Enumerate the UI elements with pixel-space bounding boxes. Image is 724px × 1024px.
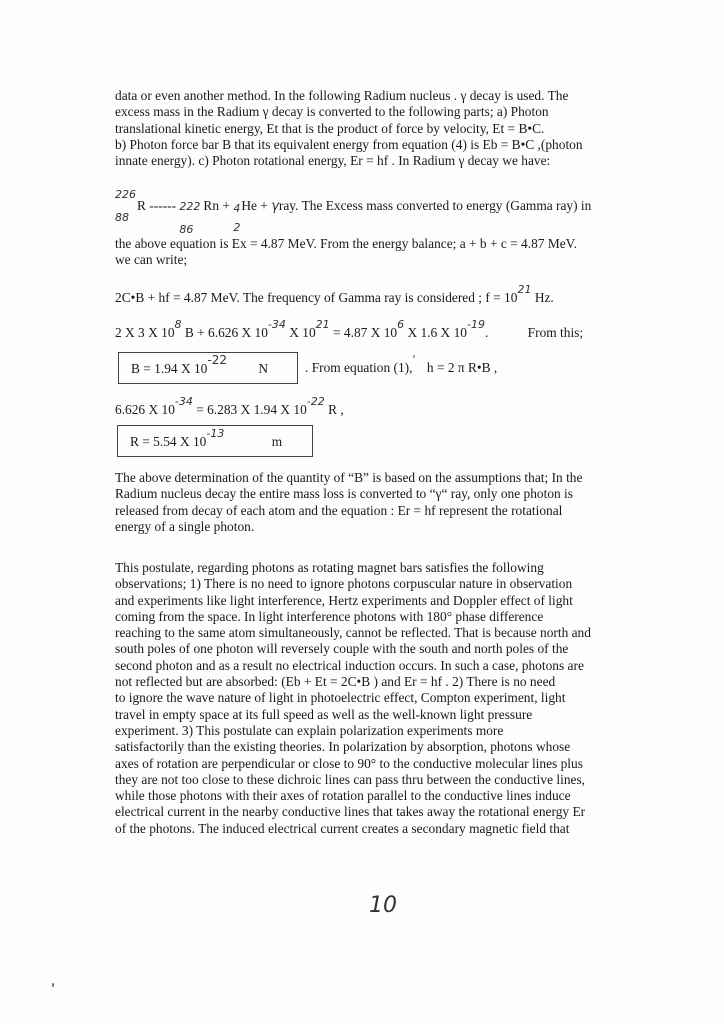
exponent: -22	[306, 395, 325, 408]
exponent: 8	[174, 318, 182, 331]
handwritten-mark: '	[412, 353, 416, 366]
exponent: 21	[315, 318, 330, 331]
gamma-symbol: γ	[271, 199, 279, 214]
equation-radius	[115, 395, 635, 419]
equation-term: X 1.6 X 10	[404, 325, 467, 340]
text-line: not reflected but are absorbed: (Eb + Et = 2C•B ) and Er = hf . 2) There is no need	[115, 674, 556, 690]
reaction-arrow: ------	[149, 198, 177, 213]
alpha-mass-number: 4	[233, 202, 241, 215]
daughter-symbol: Rn	[203, 198, 220, 213]
text-line: south poles of one photon will reversely couple with the south and north poles of the	[115, 641, 569, 657]
from-this-text: From this;	[527, 325, 584, 340]
equation-text: 2C•B + hf = 4.87 MeV. The frequency of Gamma ray is considered ; f = 10	[115, 290, 518, 305]
text-line: b) Photon force bar B that its equivalent energy from equation (4) is Eb = B•C ,(photon	[115, 136, 583, 152]
result-r-exponent: -13	[206, 427, 225, 440]
scan-speck	[52, 983, 54, 987]
parent-symbol: R	[137, 198, 146, 213]
exponent: -19	[466, 318, 485, 331]
equation-energy	[115, 283, 635, 307]
text-line: released from decay of each atom and the equation : Er = hf represent the rotational	[115, 502, 563, 518]
result-box-b	[118, 352, 298, 384]
text-line: data or even another method. In the following Radium nucleus . γ decay is used. The	[115, 88, 569, 103]
text-line: while those photons with their axes of rotation parallel to the conductive lines induce	[115, 788, 571, 804]
text-line: experiment. 3) This postulate can explain polarization experiments more	[115, 722, 504, 738]
text-line: second photon and as a result no electrical induction occurs. In such a case, photons are	[115, 657, 584, 673]
text-line: coming from the space. In light interference photons with 180° phase difference	[115, 608, 544, 624]
text-line: travel in empty space at its full speed as well as the well-known light pressure	[115, 706, 533, 722]
result-r-unit: m	[271, 434, 283, 449]
equation-term: .	[484, 325, 489, 340]
paragraph-energy-balance	[115, 236, 635, 269]
alpha-atomic-number: 2	[233, 221, 241, 234]
nuclear-reaction-equation: 226 88 R ------ 222 86 Rn + 4 2 He + γray. The Excess mass converted to energy (Gamma ray) in	[115, 198, 635, 215]
equation-term: 6.626 X 10	[115, 402, 175, 417]
result-b-unit: N	[258, 361, 269, 376]
text-line: Radium nucleus decay the entire mass loss is converted to “γ“ ray, only one photon is	[115, 486, 573, 502]
text-line: innate energy). c) Photon rotational energy, Er = hf . In Radium γ decay we have:	[115, 153, 551, 169]
parent-atomic-number: 88	[115, 211, 129, 224]
reaction-tail-text: ray. The Excess mass converted to energy (Gamma ray) in	[278, 198, 592, 213]
text-line: and experiments like light interference, Hertz experiments and Doppler effect of light	[115, 592, 573, 608]
alpha-symbol: He	[241, 198, 257, 213]
result-r-value: R = 5.54 X 10	[130, 434, 207, 449]
exponent: -34	[267, 318, 286, 331]
text-line: we can write;	[115, 252, 188, 268]
text-line: reaching to the same atom simultaneously, cannot be reflected. That is because north and	[115, 625, 591, 641]
planck-formula: h = 2 π R•B ,	[426, 360, 498, 375]
result-box-r	[117, 425, 313, 457]
text-line: they are not too close to these dichroic lines can pass thru between the conductive lines,	[115, 771, 586, 787]
equation-term: R ,	[324, 402, 344, 417]
text-line: translational kinetic energy, Et that is the product of force by velocity, Et = B•C.	[115, 120, 545, 136]
result-b-value: B = 1.94 X 10	[131, 361, 208, 376]
equation-term: 2 X 3 X 10	[115, 325, 175, 340]
daughter-mass-number: 222	[179, 200, 201, 213]
page-number: 10	[369, 893, 397, 918]
text-line: energy of a single photon.	[115, 518, 255, 534]
exponent: 6	[397, 318, 405, 331]
text-line: to ignore the wave nature of light in photoelectric effect, Compton experiment, light	[115, 690, 566, 706]
exponent: -34	[174, 395, 193, 408]
equation-term: = 6.283 X 1.94 X 10	[192, 402, 307, 417]
text-line: The above determination of the quantity of “B” is based on the assumptions that; In the	[115, 470, 583, 485]
text-line: the above equation is Ex = 4.87 MeV. From the energy balance; a + b + c = 4.87 MeV.	[115, 236, 577, 251]
paragraph-intro	[115, 88, 635, 169]
paragraph-postulate	[115, 560, 635, 837]
result-b-exponent: -22	[207, 353, 227, 367]
frequency-exponent: 21	[517, 283, 532, 296]
equation-term: X 10	[285, 325, 316, 340]
equation-term: B + 6.626 X 10	[181, 325, 268, 340]
paragraph-assumptions	[115, 470, 635, 535]
equation-numeric	[115, 318, 635, 342]
equation-reference-text: . From equation (1),	[305, 360, 413, 375]
text-line: electrical current in the nearby conductive lines that takes away the rotational energy Er	[115, 804, 586, 820]
text-line: excess mass in the Radium γ decay is converted to the following parts; a) Photon	[115, 104, 549, 120]
equation-reference	[305, 353, 635, 377]
parent-mass-number: 226	[115, 188, 136, 201]
text-line: This postulate, regarding photons as rotating magnet bars satisfies the following	[115, 560, 544, 575]
equation-term: = 4.87 X 10	[329, 325, 398, 340]
text-line: observations; 1) There is no need to ignore photons corpuscular nature in observation	[115, 576, 573, 592]
text-line: axes of rotation are perpendicular or close to 90° to the conductive molecular lines plus	[115, 755, 583, 771]
text-line: satisfactorily than the existing theories. In polarization by absorption, photons whose	[115, 739, 571, 755]
text-line: of the photons. The induced electrical current creates a secondary magnetic field that	[115, 820, 570, 836]
daughter-atomic-number: 86	[179, 223, 194, 236]
frequency-unit: Hz.	[534, 290, 554, 305]
